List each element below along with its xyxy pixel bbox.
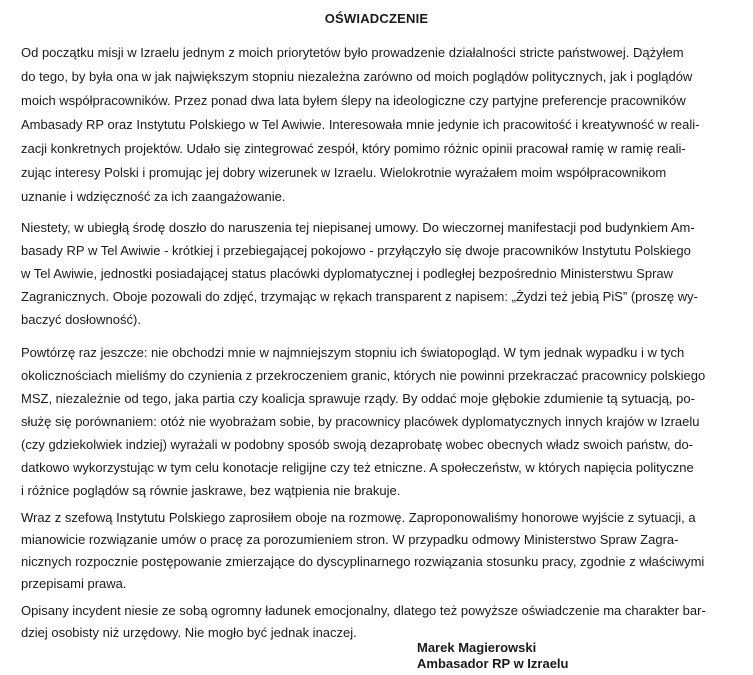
paragraph-4-line: przepisami prawa.: [21, 576, 127, 591]
paragraph-3-line: (czy gdziekolwiek indziej) wyrażali w podobny sposób swoją dezaprobatę wobec obecnych władz swoich państw, do-: [21, 437, 694, 452]
signature-name: Marek Magierowski: [417, 640, 537, 655]
paragraph-1-line: do tego, by była ona w jak największym stopniu niezależna zarówno od moich poglądów politycznych, jak i poglądów: [21, 69, 693, 84]
paragraph-2-line: Niestety, w ubiegłą środę doszło do naruszenia tej niepisanej umowy. Do wieczornej manifestacji pod budynkiem Am-: [21, 220, 695, 235]
paragraph-5-line: dziej osobisty niż urzędowy. Nie mogło być jednak inaczej.: [21, 625, 357, 640]
paragraph-2-line: basady RP w Tel Awiwie - krótkiej i przebiegającej pokojowo - przyłączyło się dwoje pracowników Instytutu Polskiego: [21, 243, 691, 258]
paragraph-1-line: moich współpracowników. Przez ponad dwa lata byłem ślepy na ideologiczne czy partyjne preferencje pracowników: [21, 93, 686, 108]
paragraph-1-line: zując interesy Polski i promując jej dobry wizerunek w Izraelu. Wielokrotnie wyrażałem moim współpracownikom: [21, 165, 667, 180]
paragraph-1-line: Od początku misji w Izraelu jednym z moich priorytetów było prowadzenie działalności stricte państwowej. Dążyłem: [21, 45, 684, 60]
paragraph-2-line: baczyć dosłowność).: [21, 312, 141, 327]
paragraph-3-line: i różnice poglądów są równie jaskrawe, bez wątpienia nie brakuje.: [21, 483, 401, 498]
paragraph-3-line: datkowo wykorzystując w tym celu konotacje religijne czy też etniczne. A społeczeństw, w których napięcia polityczne: [21, 460, 694, 475]
paragraph-3-line: MSZ, niezależnie od tego, jaka partia czy koalicja sprawuje rządy. By oddać moje głębokie zdumienie tą sytuacją, po-: [21, 391, 695, 406]
signature-role: Ambasador RP w Izraelu: [417, 656, 569, 671]
paragraph-3-line: Powtórzę raz jeszcze: nie obchodzi mnie w najmniejszym stopniu ich światopogląd. W tym jednak wypadku i w tych: [21, 345, 685, 360]
paragraph-2-line: w Tel Awiwie, jednostki posiadającej status placówki dyplomatycznej i podległej bezpośrednio Ministerstwu Spraw: [21, 266, 674, 281]
paragraph-1-line: zacji konkretnych projektów. Udało się zintegrować zespół, który pomimo różnic opinii pracował ramię w ramię reali-: [21, 141, 686, 156]
document-title: OŚWIADCZENIE: [324, 11, 429, 26]
paragraph-3-line: okolicznościach mieliśmy do czynienia z przekroczeniem granic, których nie powinni przekraczać pracownicy polskiego: [21, 368, 706, 383]
paragraph-1-line: uznanie i wdzięczność za ich zaangażowanie.: [21, 189, 286, 204]
paragraph-3-line: służę się porównaniem: otóż nie wyobrażam sobie, by pracownicy placówek dyplomatycznych innych krajów w Izraelu: [21, 414, 700, 429]
paragraph-1-line: Ambasady RP oraz Instytutu Polskiego w Tel Awiwie. Interesowała mnie jedynie ich pracowitość i kreatywność w reali-: [21, 117, 700, 132]
paragraph-4-line: nicznych rozpocznie postępowanie zmierzające do dyscyplinarnego rozwiązania stosunku pracy, zgodnie z właściwymi: [21, 554, 705, 569]
paragraph-5-line: Opisany incydent niesie ze sobą ogromny ładunek emocjonalny, dlatego też powyższe oświadczenie ma charakter bar-: [21, 603, 706, 618]
paragraph-4-line: Wraz z szefową Instytutu Polskiego zaprosiłem oboje na rozmowę. Zaproponowaliśmy honorowe wyjście z sytuacji, a: [21, 510, 696, 525]
paragraph-4-line: mianowicie rozwiązanie umów o pracę za porozumieniem stron. W przypadku odmowy Ministerstwo Spraw Zagra-: [21, 532, 679, 547]
paragraph-2-line: Zagranicznych. Oboje pozowali do zdjęć, trzymając w rękach transparent z napisem: „Żydzi też jebią PiS” (proszę wy-: [21, 289, 698, 304]
